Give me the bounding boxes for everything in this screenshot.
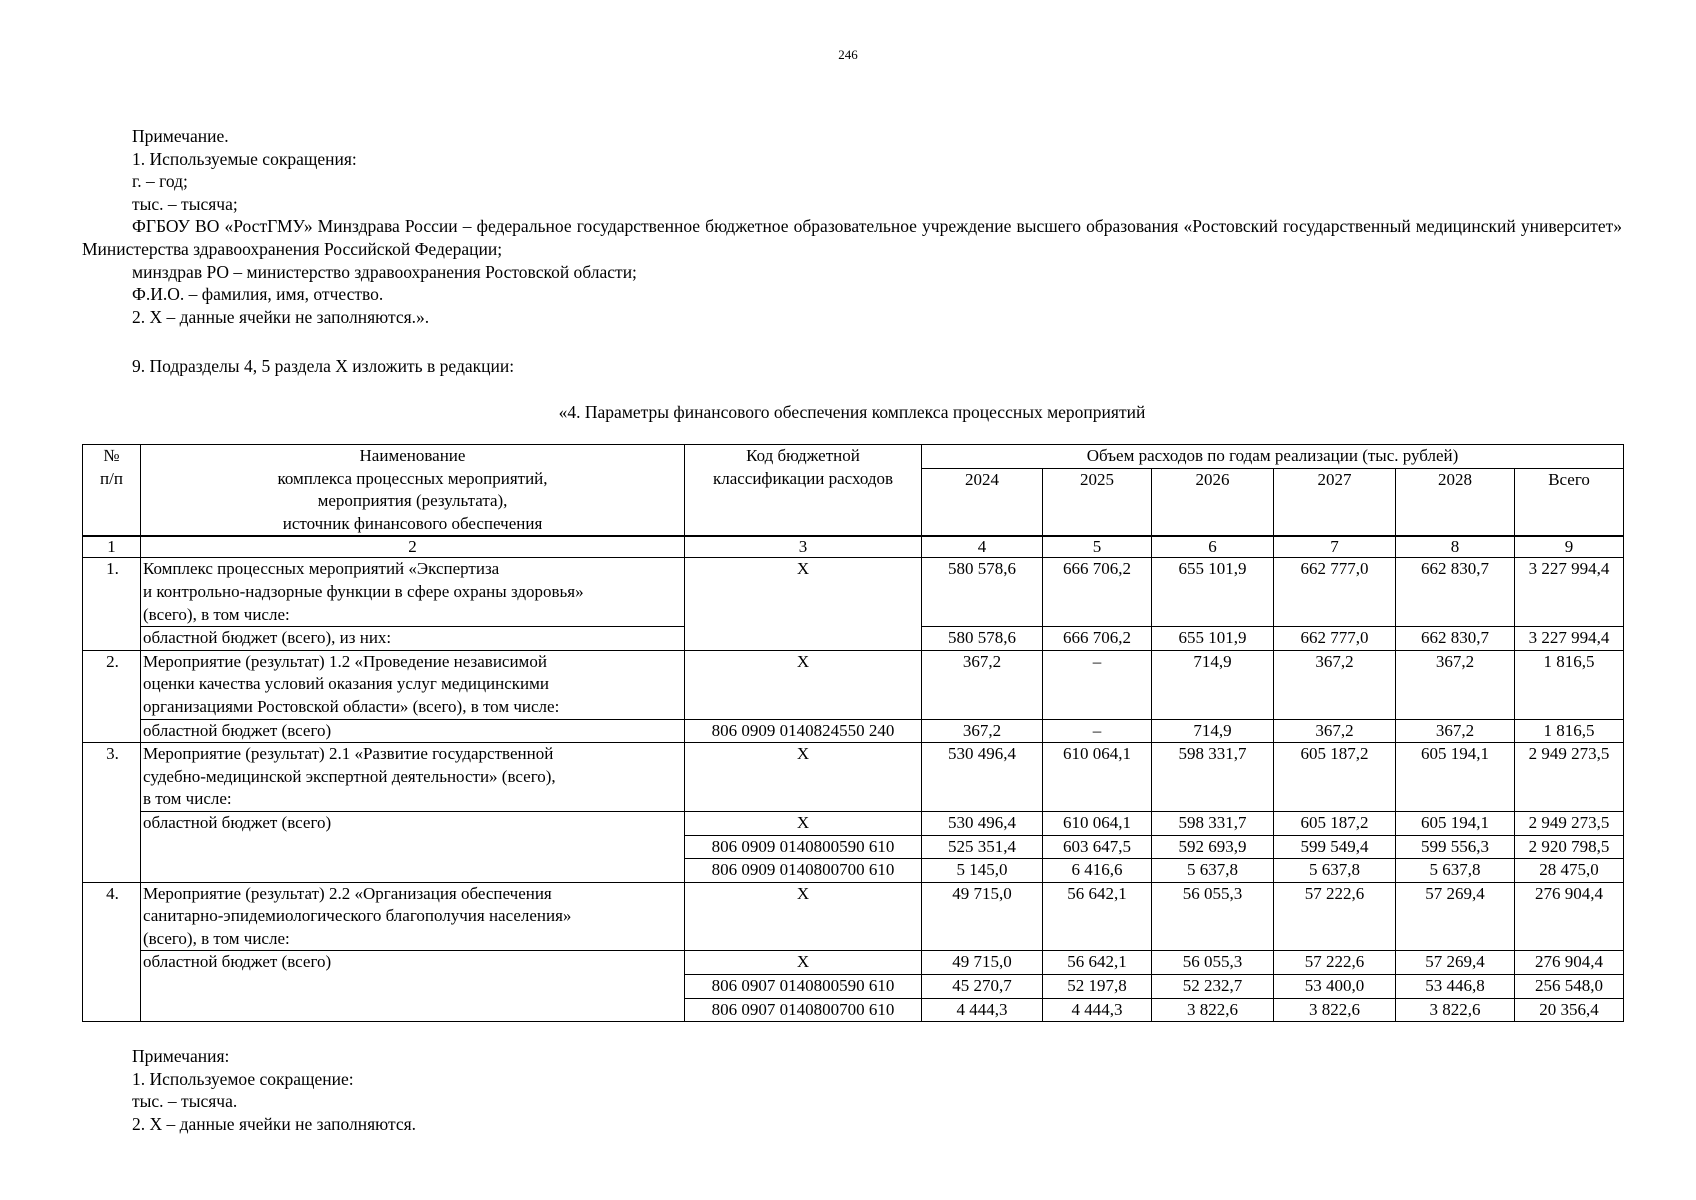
value-cell: 605 194,1 (1396, 811, 1515, 835)
value-cell: 367,2 (1274, 650, 1396, 719)
table-row (83, 558, 1624, 627)
column-number: 5 (1043, 536, 1152, 558)
header-no (83, 445, 141, 537)
value-cell: – (1043, 650, 1152, 719)
section-intro: 9. Подразделы 4, 5 раздела X изложить в редакции: (132, 356, 515, 376)
value-cell: 49 715,0 (922, 951, 1043, 975)
value-cell: 592 693,9 (1152, 835, 1274, 859)
measure-name-line: Мероприятие (результат) 2.1 «Развитие государственной (143, 744, 554, 764)
footnote-line: Примечания: (132, 1046, 230, 1066)
page-number: 246 (838, 47, 858, 62)
measure-name-line: Мероприятие (результат) 1.2 «Проведение независимой (143, 651, 547, 671)
column-number: 1 (83, 536, 141, 558)
header-year-total: Всего (1515, 468, 1624, 536)
header-text: Код бюджетной (746, 446, 860, 465)
value-cell: 598 331,7 (1152, 811, 1274, 835)
value-cell: 57 222,6 (1274, 882, 1396, 951)
header-row (83, 445, 1624, 469)
value-cell: 56 055,3 (1152, 882, 1274, 951)
value-cell: 605 187,2 (1274, 743, 1396, 812)
value-cell: 580 578,6 (922, 627, 1043, 651)
value-cell: 610 064,1 (1043, 811, 1152, 835)
footnote-line: 1. Используемое сокращение: (132, 1068, 354, 1089)
note-line: минздрав РО – министерство здравоохранения Ростовской области; (132, 261, 637, 282)
value-cell: 3 822,6 (1152, 998, 1274, 1022)
value-cell: 57 222,6 (1274, 951, 1396, 975)
value-cell: – (1043, 719, 1152, 743)
value-total: 256 548,0 (1515, 975, 1624, 999)
value-cell: 367,2 (922, 719, 1043, 743)
budget-code: X (685, 650, 922, 719)
note-line: г. – год; (132, 171, 188, 192)
column-number: 2 (141, 536, 685, 558)
measure-name-line: организациями Ростовской области» (всего), в том числе: (143, 696, 560, 716)
column-number: 4 (922, 536, 1043, 558)
header-year: 2025 (1043, 468, 1152, 536)
value-cell: 5 637,8 (1396, 859, 1515, 883)
header-year: 2028 (1396, 468, 1515, 536)
value-total: 2 920 798,5 (1515, 835, 1624, 859)
value-cell: 714,9 (1152, 650, 1274, 719)
header-text: Наименование (359, 446, 466, 465)
value-cell: 57 269,4 (1396, 951, 1515, 975)
funding-source: областной бюджет (всего) (141, 951, 685, 1022)
header-name (141, 445, 685, 537)
value-cell: 3 822,6 (1396, 998, 1515, 1022)
value-cell: 666 706,2 (1043, 558, 1152, 627)
measure-name-line: (всего), в том числе: (143, 928, 290, 948)
value-cell: 45 270,7 (922, 975, 1043, 999)
measure-name-line: судебно-медицинской экспертной деятельности» (всего), (143, 766, 556, 786)
footnotes (132, 1045, 416, 1135)
value-total: 276 904,4 (1515, 951, 1624, 975)
measure-name-line: и контрольно-надзорные функции в сфере охраны здоровья» (143, 581, 584, 601)
value-cell: 714,9 (1152, 719, 1274, 743)
measure-name-line: Комплекс процессных мероприятий «Экспертиза (143, 559, 500, 579)
value-cell: 56 642,1 (1043, 882, 1152, 951)
column-number: 8 (1396, 536, 1515, 558)
header-text: источник финансового обеспечения (282, 513, 543, 533)
table-row (83, 882, 1624, 951)
value-cell: 530 496,4 (922, 811, 1043, 835)
note-line: 2. X – данные ячейки не заполняются.». (132, 306, 430, 327)
value-total: 276 904,4 (1515, 882, 1624, 951)
measure-name-line: оценки качества условий оказания услуг медицинскими (143, 674, 550, 694)
value-total: 2 949 273,5 (1515, 811, 1624, 835)
value-cell: 655 101,9 (1152, 627, 1274, 651)
header-text: п/п (100, 468, 123, 488)
header-year: 2026 (1152, 468, 1274, 536)
table-subrow (83, 951, 1624, 975)
row-number: 2. (83, 650, 141, 742)
header-text: № (103, 446, 120, 465)
value-total: 3 227 994,4 (1515, 558, 1624, 627)
budget-code: X (685, 558, 922, 650)
header-volume: Объем расходов по годам реализации (тыс. рублей) (922, 445, 1624, 469)
funding-source: областной бюджет (всего), из них: (141, 627, 685, 651)
measure-name-line: в том числе: (143, 789, 232, 809)
value-cell: 4 444,3 (1043, 998, 1152, 1022)
note-line: Ф.И.О. – фамилия, имя, отчество. (132, 284, 384, 305)
budget-code: X (685, 951, 922, 975)
value-cell: 598 331,7 (1152, 743, 1274, 812)
value-cell: 53 400,0 (1274, 975, 1396, 999)
row-number: 1. (83, 558, 141, 650)
value-cell: 367,2 (1274, 719, 1396, 743)
header-text: мероприятия (результата), (317, 491, 508, 511)
financing-table (82, 444, 1624, 1022)
measure-name (141, 743, 685, 812)
value-cell: 367,2 (922, 650, 1043, 719)
value-cell: 53 446,8 (1396, 975, 1515, 999)
table-title: «4. Параметры финансового обеспечения комплекса процессных мероприятий (558, 402, 1146, 422)
value-total: 1 816,5 (1515, 650, 1624, 719)
value-total: 2 949 273,5 (1515, 743, 1624, 812)
value-cell: 662 777,0 (1274, 627, 1396, 651)
value-cell: 3 822,6 (1274, 998, 1396, 1022)
budget-code: 806 0909 0140800700 610 (685, 859, 922, 883)
value-cell: 367,2 (1396, 650, 1515, 719)
value-cell: 5 637,8 (1152, 859, 1274, 883)
value-cell: 5 145,0 (922, 859, 1043, 883)
row-number: 4. (83, 882, 141, 1022)
table-row (83, 743, 1624, 812)
value-cell: 666 706,2 (1043, 627, 1152, 651)
budget-code: X (685, 743, 922, 812)
column-number: 7 (1274, 536, 1396, 558)
column-number: 6 (1152, 536, 1274, 558)
value-cell: 56 642,1 (1043, 951, 1152, 975)
note-line: 1. Используемые сокращения: (132, 148, 357, 169)
budget-code: X (685, 882, 922, 951)
measure-name (141, 558, 685, 627)
table-subrow (83, 719, 1624, 743)
table-subrow (83, 811, 1624, 835)
value-total: 3 227 994,4 (1515, 627, 1624, 651)
header-year: 2027 (1274, 468, 1396, 536)
header-code (685, 445, 922, 537)
measure-name-line: Мероприятие (результат) 2.2 «Организация обеспечения (143, 883, 552, 903)
value-cell: 525 351,4 (922, 835, 1043, 859)
value-cell: 605 187,2 (1274, 811, 1396, 835)
value-cell: 52 197,8 (1043, 975, 1152, 999)
value-cell: 6 416,6 (1043, 859, 1152, 883)
header-text: классификации расходов (712, 468, 894, 488)
footnote-line: 2. X – данные ячейки не заполняются. (132, 1113, 417, 1134)
measure-name-line: санитарно-эпидемиологического благополучия населения» (143, 906, 572, 926)
value-cell: 530 496,4 (922, 743, 1043, 812)
value-total: 1 816,5 (1515, 719, 1624, 743)
value-cell: 5 637,8 (1274, 859, 1396, 883)
value-cell: 56 055,3 (1152, 951, 1274, 975)
budget-code: 806 0909 0140800590 610 (685, 835, 922, 859)
value-cell: 662 830,7 (1396, 558, 1515, 627)
row-number: 3. (83, 743, 141, 883)
value-cell: 599 549,4 (1274, 835, 1396, 859)
budget-code: 806 0907 0140800590 610 (685, 975, 922, 999)
table-row (83, 650, 1624, 719)
value-cell: 603 647,5 (1043, 835, 1152, 859)
note-line: ФГБОУ ВО «РостГМУ» Минздрава России – федеральное государственное бюджетное образовательное учреждение высшего образования «Ростовский государственный медицинский университет» Министерства здравоохранения Российской Федерации; (82, 216, 1622, 259)
footnote-line: тыс. – тысяча. (132, 1091, 238, 1112)
value-total: 20 356,4 (1515, 998, 1624, 1022)
header-text: комплекса процессных мероприятий, (277, 468, 548, 488)
abbreviations-note (82, 125, 1622, 328)
measure-name-line: (всего), в том числе: (143, 604, 290, 624)
header-year: 2024 (922, 468, 1043, 536)
funding-source: областной бюджет (всего) (141, 719, 685, 743)
value-cell: 655 101,9 (1152, 558, 1274, 627)
value-cell: 605 194,1 (1396, 743, 1515, 812)
value-cell: 662 830,7 (1396, 627, 1515, 651)
value-cell: 599 556,3 (1396, 835, 1515, 859)
value-cell: 580 578,6 (922, 558, 1043, 627)
column-number: 9 (1515, 536, 1624, 558)
value-cell: 57 269,4 (1396, 882, 1515, 951)
budget-code: X (685, 811, 922, 835)
funding-source: областной бюджет (всего) (141, 811, 685, 882)
value-cell: 4 444,3 (922, 998, 1043, 1022)
note-line: тыс. – тысяча; (132, 193, 238, 214)
note-line: Примечание. (132, 126, 229, 146)
value-cell: 367,2 (1396, 719, 1515, 743)
value-cell: 610 064,1 (1043, 743, 1152, 812)
measure-name (141, 882, 685, 951)
value-cell: 52 232,7 (1152, 975, 1274, 999)
column-number: 3 (685, 536, 922, 558)
measure-name (141, 650, 685, 719)
value-total: 28 475,0 (1515, 859, 1624, 883)
value-cell: 49 715,0 (922, 882, 1043, 951)
budget-code: 806 0907 0140800700 610 (685, 998, 922, 1022)
budget-code: 806 0909 0140824550 240 (685, 719, 922, 743)
column-numbers-row (83, 536, 1624, 558)
value-cell: 662 777,0 (1274, 558, 1396, 627)
